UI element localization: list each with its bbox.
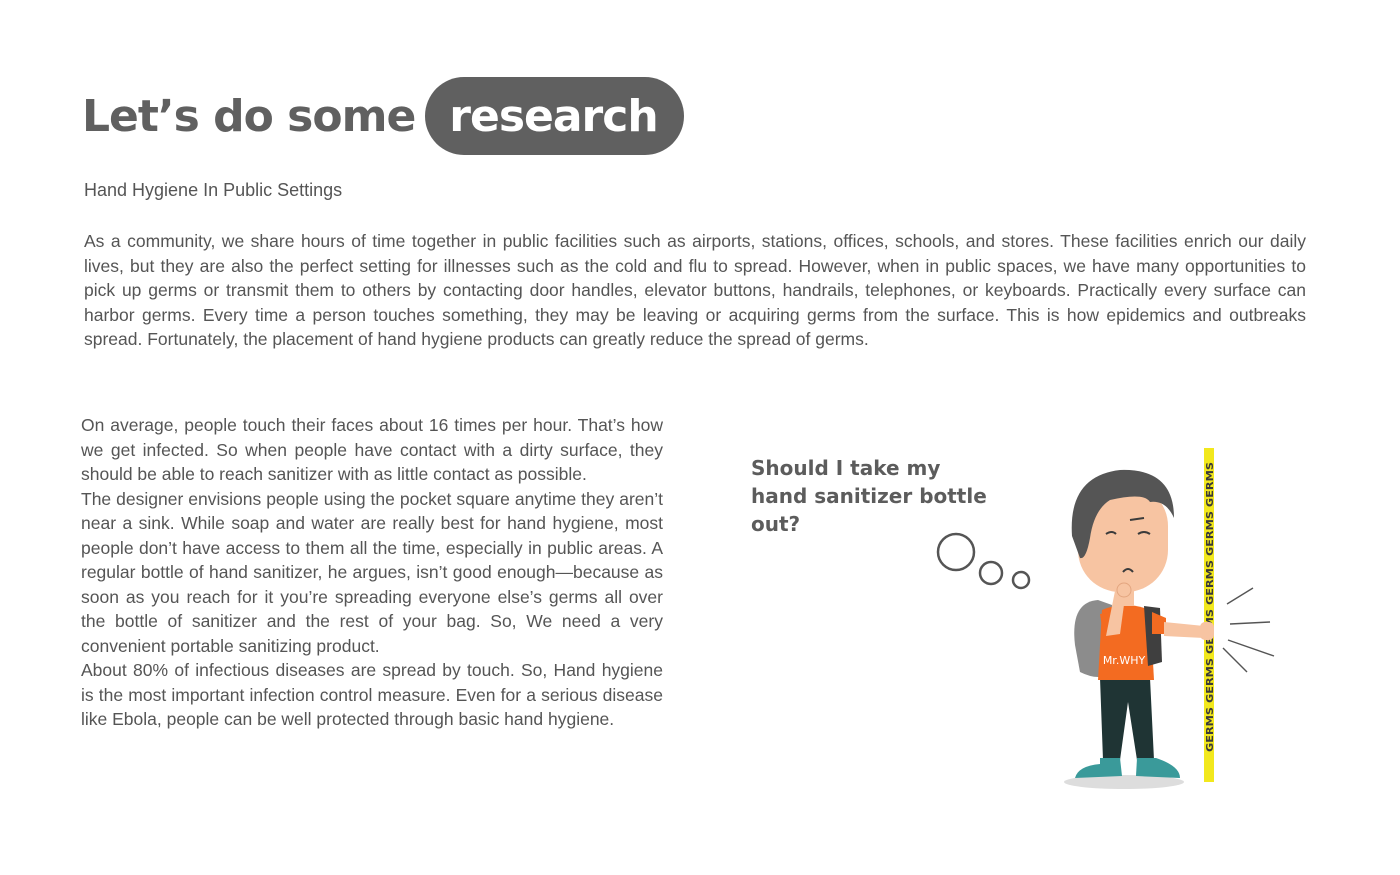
body-paragraph-2: The designer envisions people using the pocket square anytime they aren’t near a sink. While soap and water are really best for hand hygiene, most people don’t have access to them all the time, especially in public areas. A regular bottle of hand sanitizer, he argues, isn’t good enough—because as soon as you reach for it you’re spreading everyone else’s germs all over the bottle of sanitizer and the rest of your bag. So, We need a very convenient portable sanitizing product. [81, 488, 663, 656]
page-title [82, 76, 684, 156]
section-subtitle: Hand Hygiene In Public Settings [84, 180, 343, 200]
right-hand [1200, 622, 1214, 640]
right-arm [1164, 622, 1204, 638]
body-text-column [81, 413, 663, 732]
right-shoe [1136, 758, 1180, 778]
title-text: Let’s do some [82, 90, 416, 142]
right-sleeve [1152, 612, 1166, 634]
shirt-label: Mr.WHY [1102, 654, 1146, 667]
left-hand [1117, 583, 1131, 597]
intro-paragraph: As a community, we share hours of time together in public facilities such as airports, stations, offices, schools, and stores. These facilities enrich our daily lives, but they are also the perfect setting for illnesses such as the cold and flu to spread. However, when in public spaces, we have many opportunities to pick up germs or transmit them to others by contacting door handles, elevator buttons, handrails, telephones, or keyboards. Practically every surface can harbor germs. Every time a person touches something, they may be leaving or acquiring germs from the surface. This is how epidemics and outbreaks spread. Fortunately, the placement of hand hygiene products can greatly reduce the spread of germs. [84, 231, 1306, 349]
left-shoe [1075, 758, 1122, 778]
body-paragraph-1: On average, people touch their faces about 16 times per hour. That’s how we get infected. So when people have contact with a dirty surface, they should be able to reach sanitizer with as little contact as possible. [81, 415, 663, 484]
germs-pole [1204, 448, 1216, 782]
vibration-lines-icon [1223, 588, 1274, 672]
legs [1100, 678, 1154, 760]
body-paragraph-3: About 80% of infectious diseases are spread by touch. So, Hand hygiene is the most important infection control measure. Even for a serious disease like Ebola, people can be well protected through basic hand hygiene. [81, 660, 663, 729]
thought-bubble-text: Should I take my hand sanitizer bottle out? [751, 456, 987, 536]
title-highlight-pill: research [425, 77, 683, 155]
thought-bubble-icon [938, 534, 1029, 588]
mr-why-illustration [930, 440, 1290, 800]
pole-label [1205, 462, 1216, 752]
